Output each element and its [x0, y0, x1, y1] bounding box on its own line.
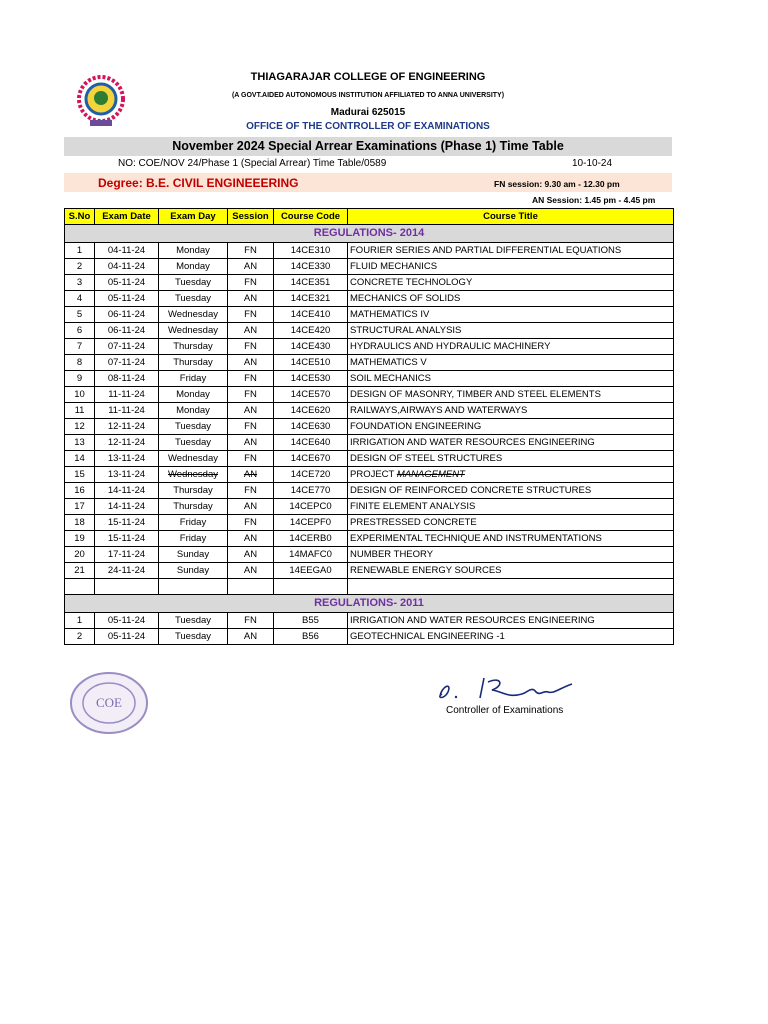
- exam-day: Wednesday: [159, 323, 228, 339]
- exam-day: Sunday: [159, 563, 228, 579]
- exam-day: Wednesday: [159, 467, 228, 483]
- s-no: 12: [65, 419, 95, 435]
- s-no: 2: [65, 259, 95, 275]
- course-code: B55: [274, 613, 348, 629]
- exam-date: 05-11-24: [95, 291, 159, 307]
- exam-day: Friday: [159, 371, 228, 387]
- exam-date: 05-11-24: [95, 613, 159, 629]
- course-title: MATHEMATICS IV: [348, 307, 674, 323]
- course-code: 14EEGA0: [274, 563, 348, 579]
- timetable: [64, 208, 674, 645]
- session: FN: [228, 307, 274, 323]
- table-row: [65, 275, 674, 291]
- course-title: RENEWABLE ENERGY SOURCES: [348, 563, 674, 579]
- course-title: MATHEMATICS V: [348, 355, 674, 371]
- exam-date: 04-11-24: [95, 243, 159, 259]
- exam-day: Friday: [159, 515, 228, 531]
- signature: [432, 672, 582, 704]
- affiliation: (A GOVT.AIDED AUTONOMOUS INSTITUTION AFFILIATED TO ANNA UNIVERSITY): [231, 92, 505, 99]
- exam-date: 15-11-24: [95, 531, 159, 547]
- course-code: 14CE630: [274, 419, 348, 435]
- college-name: THIAGARAJAR COLLEGE OF ENGINEERING: [250, 71, 486, 83]
- s-no: 21: [65, 563, 95, 579]
- table-row: [65, 629, 674, 645]
- exam-date: 07-11-24: [95, 339, 159, 355]
- session: AN: [228, 403, 274, 419]
- course-title: FLUID MECHANICS: [348, 259, 674, 275]
- exam-day: Tuesday: [159, 419, 228, 435]
- table-row: [65, 547, 674, 563]
- course-code: 14CE430: [274, 339, 348, 355]
- course-title: PRESTRESSED CONCRETE: [348, 515, 674, 531]
- session: AN: [228, 467, 274, 483]
- city: Madurai 625015: [330, 107, 406, 118]
- course-code: 14CE330: [274, 259, 348, 275]
- exam-date: 17-11-24: [95, 547, 159, 563]
- table-row: [65, 499, 674, 515]
- exam-day: Wednesday: [159, 451, 228, 467]
- s-no: 6: [65, 323, 95, 339]
- table-row: [65, 339, 674, 355]
- course-code: 14CE620: [274, 403, 348, 419]
- course-code: 14MAFC0: [274, 547, 348, 563]
- exam-date: 14-11-24: [95, 483, 159, 499]
- course-title: FOURIER SERIES AND PARTIAL DIFFERENTIAL EQUATIONS: [348, 243, 674, 259]
- course-code: 14CE351: [274, 275, 348, 291]
- session: FN: [228, 483, 274, 499]
- exam-day: Friday: [159, 531, 228, 547]
- table-row: [65, 355, 674, 371]
- regulation-label: REGULATIONS- 2014: [65, 225, 674, 243]
- table-row: [65, 403, 674, 419]
- course-title: MECHANICS OF SOLIDS: [348, 291, 674, 307]
- course-title: CONCRETE TECHNOLOGY: [348, 275, 674, 291]
- empty-cell: [228, 579, 274, 595]
- session: AN: [228, 563, 274, 579]
- session: AN: [228, 355, 274, 371]
- course-title: STRUCTURAL ANALYSIS: [348, 323, 674, 339]
- exam-day: Tuesday: [159, 629, 228, 645]
- table-row: [65, 451, 674, 467]
- column-header: Exam Date: [95, 209, 159, 225]
- session: AN: [228, 499, 274, 515]
- course-code: 14CEPF0: [274, 515, 348, 531]
- course-title: GEOTECHNICAL ENGINEERING -1: [348, 629, 674, 645]
- exam-day: Monday: [159, 387, 228, 403]
- s-no: 10: [65, 387, 95, 403]
- s-no: 16: [65, 483, 95, 499]
- table-row: [65, 371, 674, 387]
- session: FN: [228, 451, 274, 467]
- column-header: Session: [228, 209, 274, 225]
- s-no: 4: [65, 291, 95, 307]
- regulation-row: [65, 595, 674, 613]
- course-code: 14CE530: [274, 371, 348, 387]
- session: FN: [228, 243, 274, 259]
- session: FN: [228, 339, 274, 355]
- table-row: [65, 243, 674, 259]
- empty-cell: [159, 579, 228, 595]
- session: AN: [228, 547, 274, 563]
- table-row: [65, 613, 674, 629]
- session: FN: [228, 387, 274, 403]
- reference-number: NO: COE/NOV 24/Phase 1 (Special Arrear) Time Table/0589: [118, 158, 387, 169]
- s-no: 9: [65, 371, 95, 387]
- exam-date: 05-11-24: [95, 275, 159, 291]
- course-title: SOIL MECHANICS: [348, 371, 674, 387]
- exam-day: Thursday: [159, 339, 228, 355]
- empty-cell: [274, 579, 348, 595]
- table-row: [65, 483, 674, 499]
- session: AN: [228, 259, 274, 275]
- exam-day: Tuesday: [159, 291, 228, 307]
- course-code: 14CE510: [274, 355, 348, 371]
- exam-date: 11-11-24: [95, 403, 159, 419]
- signatory-title: Controller of Examinations: [446, 705, 564, 716]
- s-no: 15: [65, 467, 95, 483]
- s-no: 17: [65, 499, 95, 515]
- session: FN: [228, 371, 274, 387]
- exam-day: Sunday: [159, 547, 228, 563]
- table-row: [65, 291, 674, 307]
- session: FN: [228, 419, 274, 435]
- empty-cell: [348, 579, 674, 595]
- s-no: 1: [65, 243, 95, 259]
- table-row: [65, 563, 674, 579]
- table-row: [65, 531, 674, 547]
- course-title: EXPERIMENTAL TECHNIQUE AND INSTRUMENTATIONS: [348, 531, 674, 547]
- exam-day: Monday: [159, 259, 228, 275]
- session: AN: [228, 323, 274, 339]
- s-no: 2: [65, 629, 95, 645]
- exam-date: 14-11-24: [95, 499, 159, 515]
- course-code: 14CE410: [274, 307, 348, 323]
- s-no: 3: [65, 275, 95, 291]
- course-code: 14CE570: [274, 387, 348, 403]
- course-title: FOUNDATION ENGINEERING: [348, 419, 674, 435]
- column-header: Exam Day: [159, 209, 228, 225]
- exam-day: Tuesday: [159, 613, 228, 629]
- table-row: [65, 515, 674, 531]
- course-title: FINITE ELEMENT ANALYSIS: [348, 499, 674, 515]
- course-title: HYDRAULICS AND HYDRAULIC MACHINERY: [348, 339, 674, 355]
- exam-date: 07-11-24: [95, 355, 159, 371]
- course-title: DESIGN OF REINFORCED CONCRETE STRUCTURES: [348, 483, 674, 499]
- session: FN: [228, 515, 274, 531]
- exam-date: 24-11-24: [95, 563, 159, 579]
- exam-date: 06-11-24: [95, 323, 159, 339]
- course-title: DESIGN OF MASONRY, TIMBER AND STEEL ELEMENTS: [348, 387, 674, 403]
- regulation-row: [65, 225, 674, 243]
- session: AN: [228, 629, 274, 645]
- exam-date: 04-11-24: [95, 259, 159, 275]
- degree-label: Degree: B.E. CIVIL ENGINEEERING: [98, 176, 299, 190]
- exam-date: 05-11-24: [95, 629, 159, 645]
- course-title: IRRIGATION AND WATER RESOURCES ENGINEERING: [348, 613, 674, 629]
- exam-day: Tuesday: [159, 435, 228, 451]
- empty-row: [65, 579, 674, 595]
- s-no: 7: [65, 339, 95, 355]
- exam-date: 11-11-24: [95, 387, 159, 403]
- exam-date: 06-11-24: [95, 307, 159, 323]
- course-code: 14CE310: [274, 243, 348, 259]
- table-row: [65, 387, 674, 403]
- s-no: 19: [65, 531, 95, 547]
- exam-day: Thursday: [159, 499, 228, 515]
- course-code: B56: [274, 629, 348, 645]
- s-no: 8: [65, 355, 95, 371]
- column-header: Course Title: [348, 209, 674, 225]
- course-title: NUMBER THEORY: [348, 547, 674, 563]
- fn-session: FN session: 9.30 am - 12.30 pm: [494, 179, 620, 189]
- s-no: 20: [65, 547, 95, 563]
- course-title: RAILWAYS,AIRWAYS AND WATERWAYS: [348, 403, 674, 419]
- issue-date: 10-10-24: [572, 158, 613, 169]
- course-code: 14CEPC0: [274, 499, 348, 515]
- session: AN: [228, 531, 274, 547]
- course-code: 14CE321: [274, 291, 348, 307]
- s-no: 13: [65, 435, 95, 451]
- an-session: AN Session: 1.45 pm - 4.45 pm: [532, 195, 656, 205]
- exam-date: 15-11-24: [95, 515, 159, 531]
- seal-text: COE: [96, 695, 122, 710]
- coe-seal: [68, 671, 150, 735]
- course-code: 14CERB0: [274, 531, 348, 547]
- table-row: [65, 467, 674, 483]
- s-no: 5: [65, 307, 95, 323]
- exam-day: Wednesday: [159, 307, 228, 323]
- exam-day: Thursday: [159, 483, 228, 499]
- exam-date: 12-11-24: [95, 419, 159, 435]
- column-header: Course Code: [274, 209, 348, 225]
- regulation-label: REGULATIONS- 2011: [65, 595, 674, 613]
- session: FN: [228, 275, 274, 291]
- table-row: [65, 323, 674, 339]
- session: FN: [228, 613, 274, 629]
- s-no: 14: [65, 451, 95, 467]
- session: AN: [228, 435, 274, 451]
- s-no: 1: [65, 613, 95, 629]
- exam-day: Tuesday: [159, 275, 228, 291]
- session: AN: [228, 291, 274, 307]
- exam-date: 08-11-24: [95, 371, 159, 387]
- course-title: DESIGN OF STEEL STRUCTURES: [348, 451, 674, 467]
- struck-word: MANAGEMENT: [396, 469, 465, 480]
- course-code: 14CE720: [274, 467, 348, 483]
- exam-date: 13-11-24: [95, 467, 159, 483]
- table-header-row: [65, 209, 674, 225]
- exam-day: Thursday: [159, 355, 228, 371]
- exam-day: Monday: [159, 243, 228, 259]
- course-code: 14CE770: [274, 483, 348, 499]
- table-row: [65, 419, 674, 435]
- course-title: PROJECT MANAGEMENT: [348, 467, 674, 483]
- s-no: 11: [65, 403, 95, 419]
- document-title: November 2024 Special Arrear Examinations (Phase 1) Time Table: [64, 137, 672, 156]
- exam-day: Monday: [159, 403, 228, 419]
- course-title: IRRIGATION AND WATER RESOURCES ENGINEERING: [348, 435, 674, 451]
- empty-cell: [65, 579, 95, 595]
- course-code: 14CE670: [274, 451, 348, 467]
- office-name: OFFICE OF THE CONTROLLER OF EXAMINATIONS: [246, 121, 490, 132]
- exam-date: 12-11-24: [95, 435, 159, 451]
- column-header: S.No: [65, 209, 95, 225]
- table-row: [65, 435, 674, 451]
- course-code: 14CE420: [274, 323, 348, 339]
- course-code: 14CE640: [274, 435, 348, 451]
- s-no: 18: [65, 515, 95, 531]
- table-row: [65, 259, 674, 275]
- empty-cell: [95, 579, 159, 595]
- exam-date: 13-11-24: [95, 451, 159, 467]
- table-row: [65, 307, 674, 323]
